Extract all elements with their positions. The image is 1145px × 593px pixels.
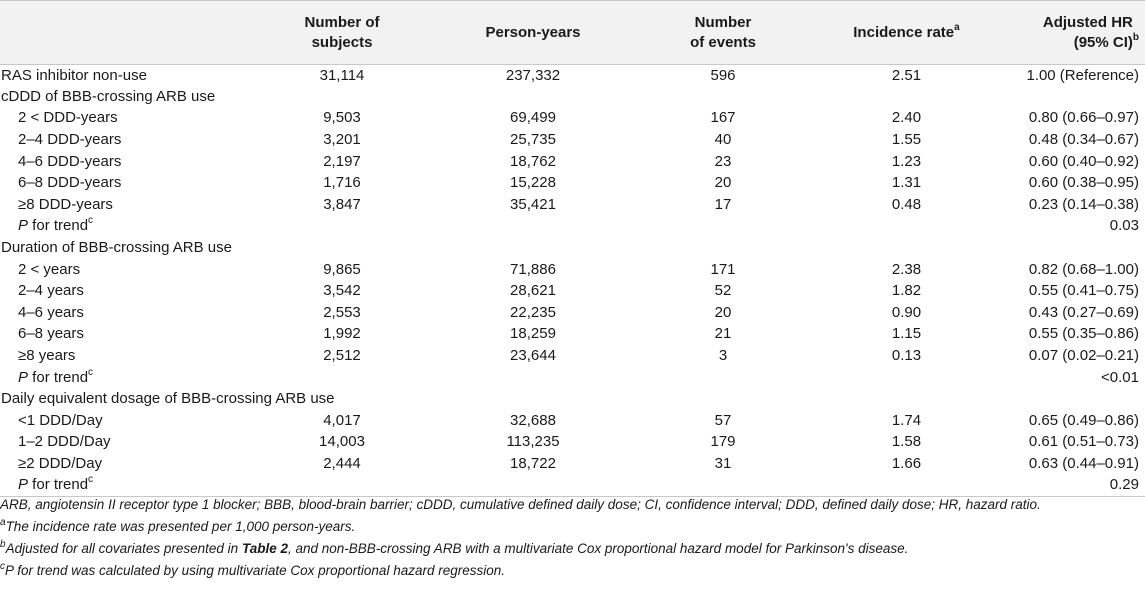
row-incidence: 1.74 bbox=[891, 411, 922, 429]
row-incidence: 1.55 bbox=[891, 131, 922, 149]
footnote-c-text: P for trend was calculated by using multivariate Cox proportional hazard regression. bbox=[5, 563, 506, 578]
table-footnotes bbox=[0, 494, 1140, 582]
trend-row bbox=[0, 216, 1145, 238]
table-row bbox=[0, 324, 1145, 346]
table-body bbox=[0, 65, 1145, 497]
trend-value: <0.01 bbox=[1101, 368, 1139, 386]
footnote-b-text-1: Adjusted for all covariates presented in bbox=[5, 541, 242, 556]
row-label: 2–4 DDD-years bbox=[18, 131, 122, 149]
table-row bbox=[0, 129, 1145, 151]
row-hr: 0.63 (0.44–0.91) bbox=[1028, 454, 1139, 472]
reference-label: RAS inhibitor non-use bbox=[1, 66, 147, 84]
footnote-b-sup: b bbox=[0, 538, 6, 550]
row-incidence: 1.31 bbox=[891, 174, 922, 192]
row-label: ≥2 DDD/Day bbox=[18, 454, 103, 472]
row-incidence: 1.58 bbox=[891, 433, 922, 451]
row-events: 179 bbox=[710, 433, 736, 451]
footnote-b-table-ref: Table 2 bbox=[241, 541, 288, 556]
header-number-of-subjects: Number of subjects bbox=[246, 1, 438, 65]
row-subjects: 14,003 bbox=[319, 433, 365, 451]
row-subjects: 1,992 bbox=[323, 325, 361, 343]
trend-empty-cell bbox=[628, 216, 818, 238]
trend-value: 0.29 bbox=[995, 475, 1145, 497]
header-incidence-rate-sup: a bbox=[954, 21, 960, 33]
header-adjusted-hr-text: Adjusted HR (95% CI) bbox=[1042, 13, 1133, 51]
header-incidence-rate bbox=[818, 1, 995, 65]
row-label: 1–2 DDD/Day bbox=[18, 433, 111, 451]
row-label: ≥8 DDD-years bbox=[18, 195, 113, 213]
section-title-row bbox=[0, 388, 1145, 410]
trend-label-sup: c bbox=[88, 366, 94, 378]
footnote-c bbox=[0, 560, 1140, 582]
row-person-years: 22,235 bbox=[510, 303, 556, 321]
row-label: 4–6 DDD-years bbox=[18, 152, 122, 170]
footnote-a bbox=[0, 516, 1140, 538]
row-incidence: 2.38 bbox=[891, 260, 922, 278]
table-row bbox=[0, 108, 1145, 130]
trend-label-p: P bbox=[18, 217, 29, 235]
trend-row bbox=[0, 367, 1145, 389]
row-person-years: 35,421 bbox=[510, 195, 556, 213]
row-subjects: 9,503 bbox=[323, 109, 361, 127]
row-subjects: 2,512 bbox=[323, 347, 361, 365]
footnote-b bbox=[0, 538, 1140, 560]
header-adjusted-hr-sup: b bbox=[1132, 31, 1139, 43]
row-subjects: 3,201 bbox=[323, 131, 361, 149]
section-title: Duration of BBB-crossing ARB use bbox=[1, 239, 232, 257]
row-subjects: 2,197 bbox=[323, 152, 361, 170]
row-subjects: 2,444 bbox=[323, 454, 361, 472]
trend-empty-cell bbox=[246, 216, 438, 238]
table-row bbox=[0, 410, 1145, 432]
footnote-abbreviations: ARB, angiotensin II receptor type 1 blocker; BBB, blood-brain barrier; cDDD, cumulative defined daily dose; CI, confidence interval; DDD, defined daily dose; HR, hazard ratio. bbox=[0, 497, 1041, 512]
footnote-a-sup: a bbox=[0, 516, 6, 528]
row-events: 171 bbox=[710, 260, 736, 278]
trend-label-text: for trend bbox=[28, 476, 89, 494]
row-subjects: 3,847 bbox=[323, 195, 361, 213]
row-subjects: 9,865 bbox=[323, 260, 361, 278]
row-incidence: 0.90 bbox=[891, 303, 922, 321]
row-events: 23 bbox=[714, 152, 732, 170]
reference-person-years: 237,332 bbox=[505, 66, 561, 84]
section-title-row bbox=[0, 237, 1145, 259]
row-person-years: 23,644 bbox=[510, 347, 556, 365]
header-blank bbox=[0, 1, 246, 65]
table-row bbox=[0, 280, 1145, 302]
row-person-years: 113,235 bbox=[506, 433, 560, 451]
row-label: <1 DDD/Day bbox=[18, 411, 103, 429]
row-hr: 0.48 (0.34–0.67) bbox=[1028, 131, 1139, 149]
trend-label-text: for trend bbox=[28, 368, 89, 386]
section-title: cDDD of BBB-crossing ARB use bbox=[1, 87, 216, 105]
reference-hr: 1.00 (Reference) bbox=[1026, 66, 1139, 84]
row-label: 2–4 years bbox=[18, 282, 84, 300]
trend-label bbox=[0, 216, 246, 238]
trend-empty-cell bbox=[438, 216, 628, 238]
row-events: 3 bbox=[718, 347, 728, 365]
trend-empty-cell bbox=[628, 367, 818, 389]
row-hr: 0.23 (0.14–0.38) bbox=[1028, 195, 1139, 213]
reference-subjects: 31,114 bbox=[319, 66, 365, 84]
row-events: 20 bbox=[714, 303, 732, 321]
row-incidence: 1.23 bbox=[891, 152, 922, 170]
row-hr: 0.61 (0.51–0.73) bbox=[1028, 433, 1139, 451]
trend-label-p: P bbox=[18, 368, 29, 386]
row-incidence: 1.15 bbox=[891, 325, 922, 343]
reference-events: 596 bbox=[710, 66, 736, 84]
trend-empty-cell bbox=[438, 367, 628, 389]
row-hr: 0.60 (0.38–0.95) bbox=[1028, 174, 1139, 192]
trend-empty-cell bbox=[246, 367, 438, 389]
table-row bbox=[0, 345, 1145, 367]
row-events: 40 bbox=[714, 131, 732, 149]
table-row bbox=[0, 432, 1145, 454]
table-row bbox=[0, 259, 1145, 281]
row-person-years: 28,621 bbox=[510, 282, 556, 300]
trend-label-p: P bbox=[18, 476, 29, 494]
row-person-years: 32,688 bbox=[510, 411, 556, 429]
trend-empty-cell bbox=[818, 216, 995, 238]
section-title: Daily equivalent dosage of BBB-crossing ARB use bbox=[1, 390, 335, 408]
row-label: 6–8 years bbox=[18, 325, 84, 343]
table-row bbox=[0, 194, 1145, 216]
footnote-a-text: The incidence rate was presented per 1,000 person-years. bbox=[5, 519, 356, 534]
header-incidence-rate-text: Incidence rate bbox=[853, 23, 955, 41]
row-incidence: 2.40 bbox=[891, 109, 922, 127]
row-person-years: 18,762 bbox=[510, 152, 556, 170]
row-hr: 0.80 (0.66–0.97) bbox=[1028, 109, 1139, 127]
trend-empty-cell bbox=[818, 367, 995, 389]
row-events: 52 bbox=[714, 282, 732, 300]
trend-label-text: for trend bbox=[28, 217, 89, 235]
header-person-years: Person-years bbox=[438, 1, 628, 65]
table-row bbox=[0, 302, 1145, 324]
row-hr: 0.07 (0.02–0.21) bbox=[1028, 347, 1139, 365]
row-events: 31 bbox=[714, 454, 732, 472]
trend-label-sup: c bbox=[88, 215, 94, 227]
row-label: 4–6 years bbox=[18, 303, 84, 321]
header-number-of-events: Number of events bbox=[628, 1, 818, 65]
row-events: 167 bbox=[710, 109, 736, 127]
row-hr: 0.43 (0.27–0.69) bbox=[1028, 303, 1139, 321]
reference-row bbox=[0, 65, 1145, 87]
row-events: 20 bbox=[714, 174, 732, 192]
row-hr: 0.82 (0.68–1.00) bbox=[1028, 260, 1139, 278]
trend-label bbox=[0, 367, 246, 389]
row-person-years: 25,735 bbox=[510, 131, 556, 149]
footnote-b-text-2: , and non-BBB-crossing ARB with a multivariate Cox proportional hazard model for Parkinson's disease. bbox=[287, 541, 909, 556]
row-person-years: 15,228 bbox=[510, 174, 556, 192]
row-events: 21 bbox=[714, 325, 732, 343]
row-person-years: 18,722 bbox=[510, 454, 556, 472]
header-adjusted-hr bbox=[995, 1, 1145, 65]
row-label: 2 < DDD-years bbox=[18, 109, 118, 127]
table-row bbox=[0, 151, 1145, 173]
row-person-years: 69,499 bbox=[510, 109, 556, 127]
row-incidence: 1.66 bbox=[891, 454, 922, 472]
row-subjects: 4,017 bbox=[323, 411, 361, 429]
table-header bbox=[0, 1, 1145, 65]
row-subjects: 3,542 bbox=[323, 282, 361, 300]
trend-value: 0.03 bbox=[1109, 217, 1139, 235]
row-subjects: 1,716 bbox=[323, 174, 361, 192]
row-person-years: 18,259 bbox=[510, 325, 556, 343]
row-label: 6–8 DDD-years bbox=[18, 174, 122, 192]
row-label: ≥8 years bbox=[18, 347, 76, 365]
row-events: 57 bbox=[714, 411, 732, 429]
trend-label-sup: c bbox=[88, 474, 94, 486]
footnote-c-sup: c bbox=[0, 560, 5, 572]
reference-incidence: 2.51 bbox=[891, 66, 922, 84]
row-incidence: 0.13 bbox=[891, 347, 922, 365]
row-label: 2 < years bbox=[18, 260, 81, 278]
table-row bbox=[0, 453, 1145, 475]
row-hr: 0.55 (0.41–0.75) bbox=[1028, 282, 1139, 300]
row-subjects: 2,553 bbox=[323, 303, 361, 321]
row-hr: 0.55 (0.35–0.86) bbox=[1028, 325, 1139, 343]
row-incidence: 1.82 bbox=[891, 282, 922, 300]
row-hr: 0.65 (0.49–0.86) bbox=[1028, 411, 1139, 429]
section-title-row bbox=[0, 86, 1145, 108]
row-incidence: 0.48 bbox=[891, 195, 922, 213]
row-person-years: 71,886 bbox=[510, 260, 556, 278]
row-events: 17 bbox=[714, 195, 732, 213]
table-row bbox=[0, 172, 1145, 194]
row-hr: 0.60 (0.40–0.92) bbox=[1028, 152, 1139, 170]
